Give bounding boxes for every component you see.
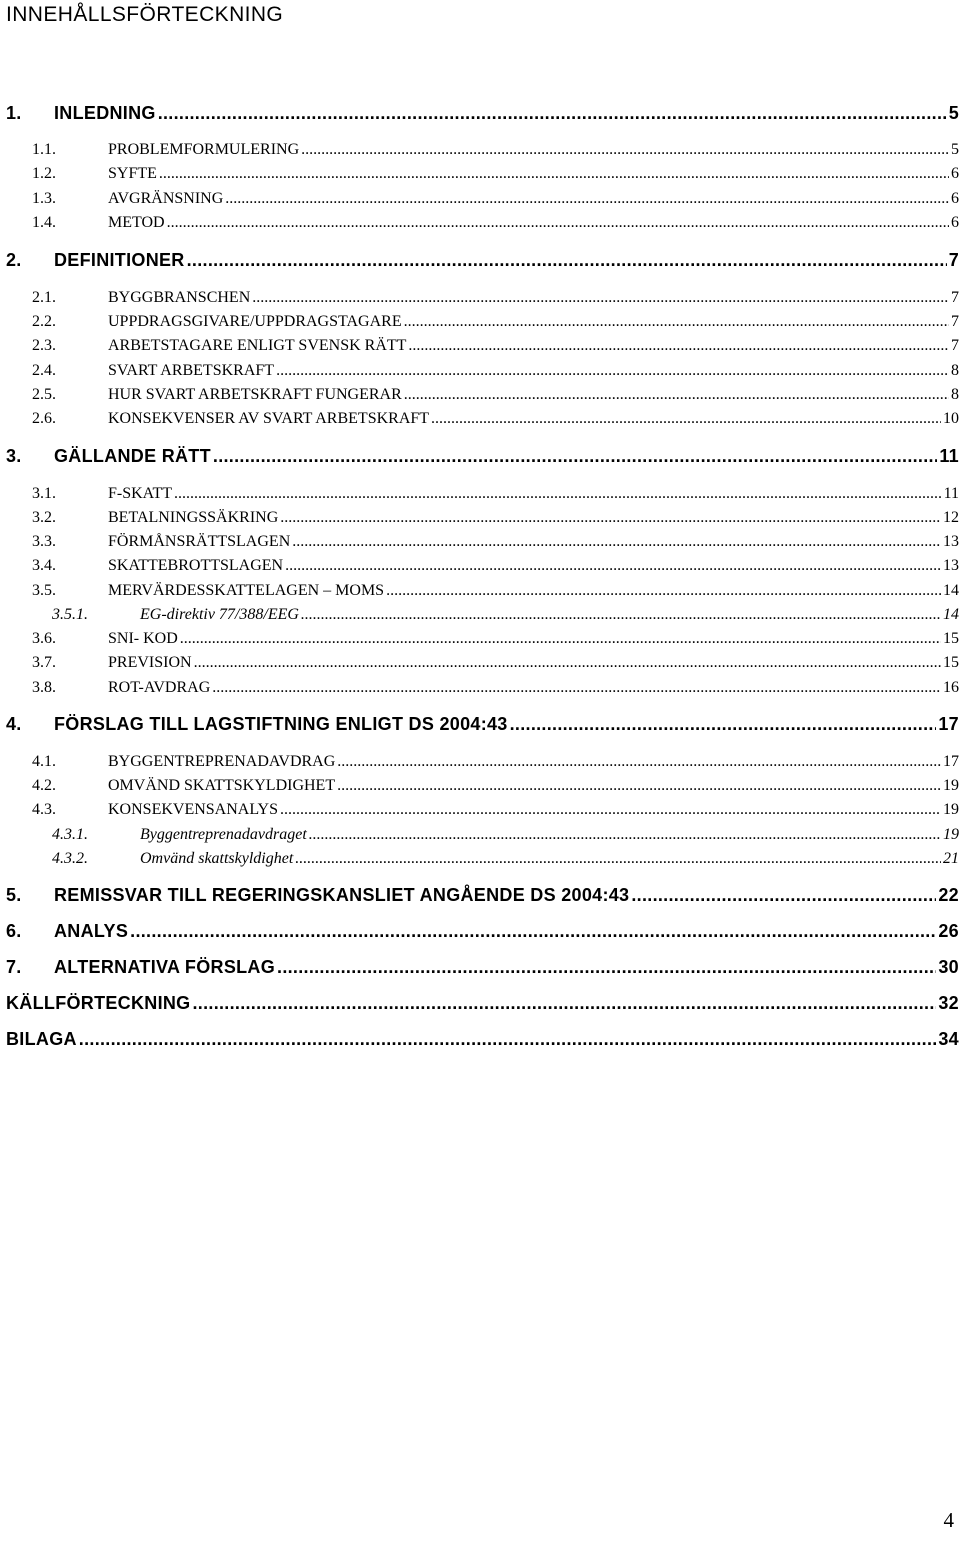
toc-entry-number: 3.5. [32, 582, 56, 599]
toc-entry-title: UPPDRAGSGIVARE/UPPDRAGSTAGARE [108, 313, 402, 330]
toc-entry-title: OMVÄND SKATTSKYLDIGHET [108, 777, 336, 794]
toc-entry[interactable] [32, 190, 959, 214]
toc-entry-number: 3.2. [32, 509, 56, 526]
toc-entry[interactable] [32, 509, 959, 533]
toc-entry-number: 3.6. [32, 630, 56, 647]
toc-entry[interactable] [32, 386, 959, 410]
toc-entry-title: HUR SVART ARBETSKRAFT FUNGERAR [108, 386, 402, 403]
toc-entry-page: 15 [943, 654, 959, 671]
toc-entry-number: 2.3. [32, 337, 56, 354]
toc-entry-title: SYFTE [108, 165, 157, 182]
toc-entry-number: 1.1. [32, 141, 56, 158]
toc-entry-number: 2.1. [32, 289, 56, 306]
toc-entry-number: 3.5.1. [52, 606, 88, 623]
dot-leader [159, 165, 949, 183]
toc-entry-page: 14 [943, 606, 959, 623]
toc-entry-page: 32 [938, 993, 959, 1013]
toc-entry-number: 4. [6, 714, 22, 734]
toc-entry[interactable] [32, 485, 959, 509]
toc-entry-page: 13 [943, 557, 959, 574]
dot-leader [431, 410, 941, 428]
toc-entry[interactable] [32, 362, 959, 386]
toc-entry-number: 3.3. [32, 533, 56, 550]
toc-entry-page: 7 [948, 250, 959, 270]
toc-entry-page: 26 [938, 921, 959, 941]
toc-entry[interactable] [6, 250, 959, 274]
toc-entry[interactable] [6, 103, 959, 127]
toc-entry-number: 6. [6, 921, 22, 941]
toc-entry-page: 7 [951, 313, 959, 330]
dot-leader [212, 679, 941, 697]
dot-leader [301, 606, 941, 624]
toc-entry-page: 5 [951, 141, 959, 158]
dot-leader [252, 289, 949, 307]
dot-leader [292, 533, 941, 551]
toc-entry-page: 14 [943, 582, 959, 599]
toc-heading: INNEHÅLLSFÖRTECKNING [6, 3, 284, 26]
toc-entry-title: SVART ARBETSKRAFT [108, 362, 275, 379]
toc-entry-page: 7 [951, 289, 959, 306]
toc-entry-title: AVGRÄNSNING [108, 190, 224, 207]
toc-entry-title: FÖRSLAG TILL LAGSTIFTNING ENLIGT DS 2004:43 [54, 714, 508, 734]
toc-entry-page: 8 [951, 386, 959, 403]
toc-entry-number: 4.2. [32, 777, 56, 794]
toc-entry[interactable] [52, 826, 959, 850]
toc-entry-title: EG-direktiv 77/388/EEG [140, 606, 299, 623]
toc-entry-number: 1.4. [32, 214, 56, 231]
dot-leader [167, 214, 949, 232]
toc-entry-number: 7. [6, 957, 22, 977]
toc-entry-title: GÄLLANDE RÄTT [54, 446, 211, 466]
toc-entry-title: SKATTEBROTTSLAGEN [108, 557, 284, 574]
dot-leader [408, 337, 949, 355]
toc-entry-number: 2. [6, 250, 22, 270]
toc-entry-title: ARBETSTAGARE ENLIGT SVENSK RÄTT [108, 337, 407, 354]
toc-entry-number: 2.2. [32, 313, 56, 330]
dot-leader [280, 509, 941, 527]
toc-entry-page: 19 [943, 826, 959, 843]
dot-leader [130, 921, 936, 942]
toc-entry-title: SNI- KOD [108, 630, 178, 647]
toc-entry-number: 2.4. [32, 362, 56, 379]
toc-entry-page: 12 [943, 509, 959, 526]
toc-entry-page: 6 [951, 165, 959, 182]
toc-entry-number: 1. [6, 103, 22, 123]
toc-entry-page: 10 [943, 410, 959, 427]
toc-entry-number: 4.3.1. [52, 826, 88, 843]
toc-entry[interactable] [32, 313, 959, 337]
toc-entry-page: 6 [951, 190, 959, 207]
toc-entry[interactable] [6, 993, 959, 1017]
toc-entry-number: 1.3. [32, 190, 56, 207]
toc-entry-title: KONSEKVENSANALYS [108, 801, 278, 818]
toc-entry-page: 22 [938, 885, 959, 905]
toc-entry-page: 30 [938, 957, 959, 977]
toc-entry-title: INLEDNING [54, 103, 156, 123]
toc-entry-page: 11 [939, 446, 959, 466]
toc-entry-number: 4.3. [32, 801, 56, 818]
toc-entry-title: MERVÄRDESSKATTELAGEN – MOMS [108, 582, 385, 599]
toc-entry-title: FÖRMÅNSRÄTTSLAGEN [108, 533, 291, 550]
toc-entry[interactable] [32, 410, 959, 434]
toc-entry-page: 16 [943, 679, 959, 696]
toc-entry[interactable] [32, 337, 959, 361]
dot-leader [404, 313, 949, 331]
toc-entry-title: ROT-AVDRAG [108, 679, 211, 696]
toc-entry-page: 5 [948, 103, 959, 123]
toc-entry-title: DEFINITIONER [54, 250, 185, 270]
toc-entry-page: 13 [943, 533, 959, 550]
toc-entry[interactable] [32, 214, 959, 238]
toc-entry-title: METOD [108, 214, 165, 231]
toc-entry-title: ANALYS [54, 921, 129, 941]
toc-entry-page: 19 [943, 777, 959, 794]
toc-entry-title: Omvänd skattskyldighet [140, 850, 294, 867]
toc-entry[interactable] [32, 753, 959, 777]
toc-entry-page: 15 [943, 630, 959, 647]
toc-entry-number: 4.1. [32, 753, 56, 770]
toc-entry[interactable] [32, 801, 959, 825]
dot-leader [510, 714, 937, 735]
dot-leader [192, 993, 936, 1014]
dot-leader [309, 826, 941, 844]
toc-entry[interactable] [32, 557, 959, 581]
toc-entry[interactable] [52, 606, 959, 630]
toc-entry[interactable] [6, 446, 959, 470]
dot-leader [79, 1029, 937, 1050]
toc-entry-title: Byggentreprenadavdraget [140, 826, 307, 843]
toc-entry-page: 17 [938, 714, 959, 734]
dot-leader [276, 362, 949, 380]
page-number: 4 [943, 1508, 954, 1532]
dot-leader [337, 753, 941, 771]
toc-entry-number: 2.5. [32, 386, 56, 403]
toc-entry-title: BYGGENTREPRENADAVDRAG [108, 753, 336, 770]
toc-entry-title: KÄLLFÖRTECKNING [6, 993, 191, 1013]
dot-leader [337, 777, 941, 795]
toc-entry[interactable] [6, 885, 959, 909]
toc-entry[interactable] [6, 957, 959, 981]
toc-entry-page: 11 [943, 485, 959, 502]
toc-entry[interactable] [32, 165, 959, 189]
toc-entry-number: 5. [6, 885, 22, 905]
toc-entry[interactable] [6, 1029, 959, 1053]
toc-entry-number: 1.2. [32, 165, 56, 182]
toc-entry[interactable] [32, 582, 959, 606]
toc-entry[interactable] [32, 679, 959, 703]
toc-entry[interactable] [6, 921, 959, 945]
toc-entry-number: 3.1. [32, 485, 56, 502]
toc-entry-number: 3.4. [32, 557, 56, 574]
toc-entry[interactable] [6, 714, 959, 738]
dot-leader [174, 485, 942, 503]
dot-leader [187, 250, 947, 271]
dot-leader [158, 103, 947, 124]
toc-entry-page: 19 [943, 801, 959, 818]
toc-entry[interactable] [32, 654, 959, 678]
dot-leader [280, 801, 941, 819]
dot-leader [295, 850, 941, 868]
toc-entry-page: 34 [938, 1029, 959, 1049]
toc-entry-number: 2.6. [32, 410, 56, 427]
toc-entry-title: REMISSVAR TILL REGERINGSKANSLIET ANGÅENDE DS 2004:43 [54, 885, 630, 905]
toc-entry-title: BILAGA [6, 1029, 77, 1049]
toc-entry-number: 4.3.2. [52, 850, 88, 867]
toc-entry-title: BETALNINGSSÄKRING [108, 509, 279, 526]
toc-entry-title: BYGGBRANSCHEN [108, 289, 251, 306]
toc-entry-page: 21 [943, 850, 959, 867]
toc-entry[interactable] [32, 141, 959, 165]
toc-entry[interactable] [52, 850, 959, 874]
dot-leader [631, 885, 936, 906]
toc-entry-page: 6 [951, 214, 959, 231]
dot-leader [225, 190, 949, 208]
toc-entry-page: 7 [951, 337, 959, 354]
dot-leader [285, 557, 941, 575]
dot-leader [180, 630, 941, 648]
toc-entry[interactable] [32, 777, 959, 801]
toc-entry-title: KONSEKVENSER AV SVART ARBETSKRAFT [108, 410, 430, 427]
dot-leader [213, 446, 937, 467]
dot-leader [386, 582, 941, 600]
toc-entry-title: PROBLEMFORMULERING [108, 141, 300, 158]
toc-entry-number: 3.7. [32, 654, 56, 671]
toc-entry[interactable] [32, 289, 959, 313]
dot-leader [301, 141, 949, 159]
toc-entry-title: PREVISION [108, 654, 192, 671]
toc-entry-title: ALTERNATIVA FÖRSLAG [54, 957, 276, 977]
toc-entry-title: F-SKATT [108, 485, 173, 502]
toc-entry[interactable] [32, 533, 959, 557]
toc-entry[interactable] [32, 630, 959, 654]
dot-leader [404, 386, 949, 404]
toc-entry-page: 8 [951, 362, 959, 379]
toc-entry-number: 3.8. [32, 679, 56, 696]
toc-entry-number: 3. [6, 446, 22, 466]
toc-entry-page: 17 [943, 753, 959, 770]
dot-leader [194, 654, 941, 672]
dot-leader [277, 957, 936, 978]
